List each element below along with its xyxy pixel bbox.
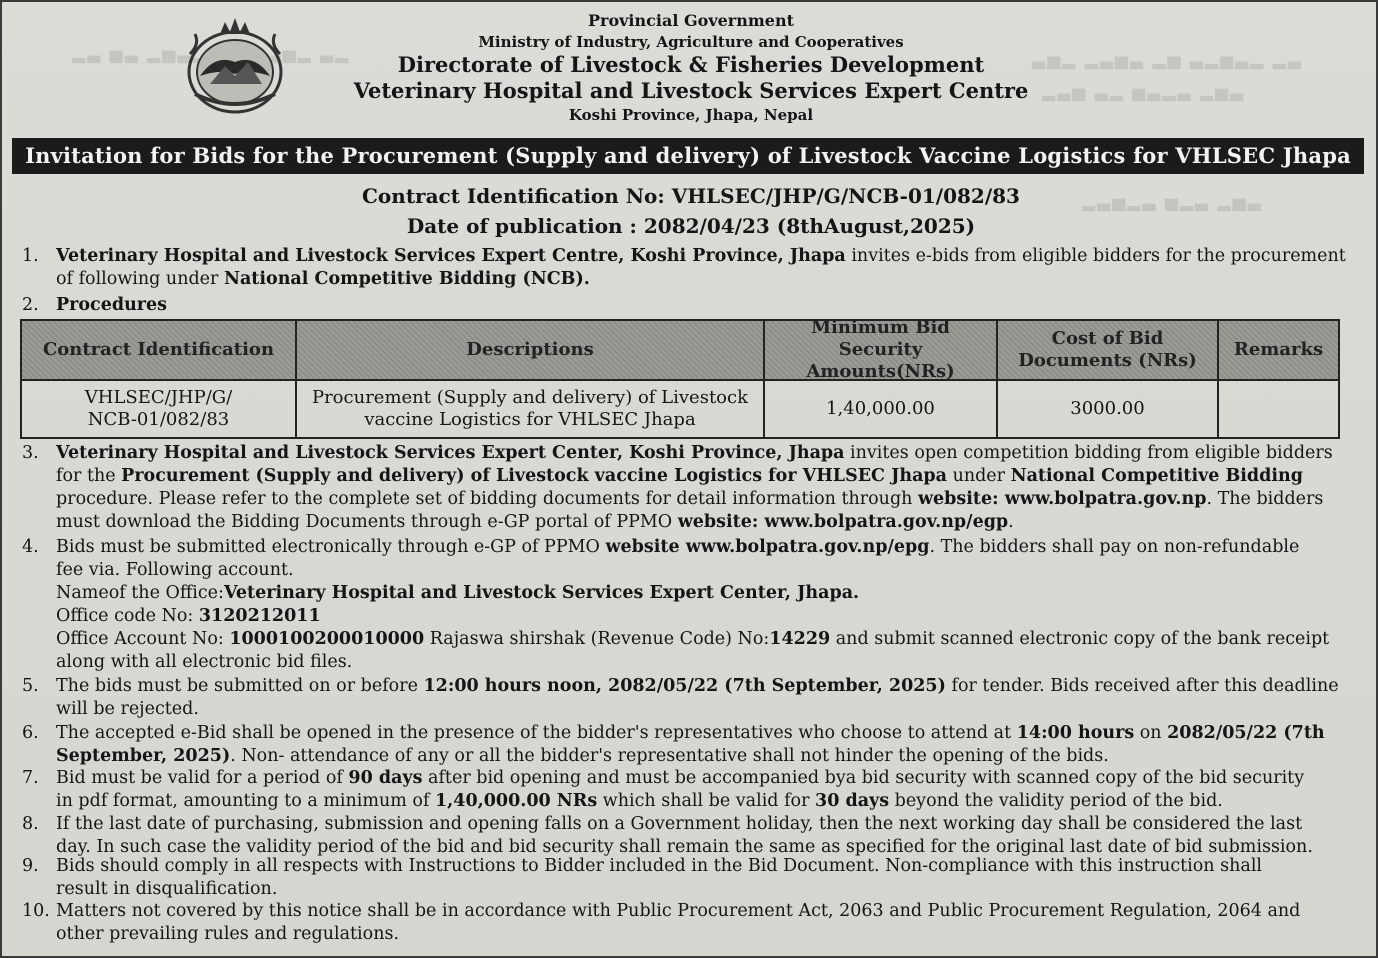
clause-text: along with all electronic bid files. (56, 652, 353, 672)
clause-text: for the (56, 466, 122, 486)
clause-text: under (947, 466, 1011, 486)
clause-text: Matters not covered by this notice shall be in accordance with Public Procurement Act, 2063 and Public Procurement Regulation, 2064 and (56, 901, 1301, 921)
table-cell-description: Procurement (Supply and delivery) of Livestock vaccine Logistics for VHLSEC Jhapa (311, 387, 749, 430)
opening-date: September, 2025) (56, 746, 231, 766)
clause-text: procedure. Please refer to the complete set of bidding documents for detail information through (56, 489, 918, 509)
clause-text: result in disqualification. (56, 879, 278, 899)
clause-number: 8. (22, 814, 39, 834)
clause-text: Nameof the Office: (56, 583, 224, 603)
clause-text: day. In such case the validity period of the bid and bid security shall remain the same as specified for the original last date of bid submission. (56, 837, 1313, 857)
clause-text: fee via. Following account. (56, 560, 294, 580)
clause-9 (22, 855, 1352, 901)
header-line-5: Koshi Province, Jhapa, Nepal (568, 106, 814, 124)
clause-number: 1. (22, 246, 39, 266)
bleed-through: ▂▃ ▅▃ ▂▅▃▂ ▂▃▅▂ ▃▂ (72, 44, 351, 64)
clause-text: beyond the validity period of the bid. (889, 791, 1223, 811)
clause-number: 6. (22, 723, 39, 743)
clause-text: National Competitive Bidding (NCB). (223, 269, 590, 289)
clause-number: 9. (22, 856, 39, 876)
clause-6 (22, 722, 1352, 768)
clause-7 (22, 767, 1352, 813)
clause-text: of following under (56, 269, 224, 289)
clause-text: website: www.bolpatra.gov.np (917, 489, 1207, 509)
clause-text: website www.bolpatra.gov.np/epg (605, 537, 930, 557)
clause-text: must download the Bidding Documents through e-GP portal of PPMO (56, 512, 678, 532)
clause-number: 7. (22, 768, 39, 788)
clause-number: 2. (22, 295, 39, 315)
clause-text: after bid opening and must be accompanied bya bid security with scanned copy of the bid security (422, 768, 1305, 788)
clause-text: invites open competition bidding from eligible bidders (844, 443, 1333, 463)
clause-2 (22, 294, 1352, 317)
table-cell-document-cost: 3000.00 (1070, 398, 1145, 419)
clause-text: The accepted e-Bid shall be opened in the presence of the bidder's representatives who choose to attend at (56, 723, 1017, 743)
procurement-table (20, 319, 1340, 439)
clause-text: Veterinary Hospital and Livestock Services Expert Center, Koshi Province, Jhapa (56, 443, 845, 463)
office-code: 3120212011 (198, 606, 321, 626)
clause-text: and submit scanned electronic copy of the bank receipt (830, 629, 1330, 649)
publication-date-line: Date of publication : 2082/04/23 (8thAugust,2025) (406, 214, 976, 238)
clause-1 (22, 245, 1352, 291)
clause-text: Veterinary Hospital and Livestock Services Expert Centre, Koshi Province, Jhapa (56, 246, 846, 266)
clause-text: Bids should comply in all respects with Instructions to Bidder included in the Bid Document. Non-compliance with this instruction shall (56, 856, 1263, 876)
header-line-4: Veterinary Hospital and Livestock Services Expert Centre (353, 78, 1029, 103)
bleed-through: ▂▃▅ ▃▂ ▅▃▂▃ ▂▅▃ (1042, 82, 1246, 102)
clause-10 (22, 900, 1352, 946)
revenue-code: 14229 (769, 629, 831, 649)
opening-time: 14:00 hours (1016, 723, 1135, 743)
clause-text: Bid must be valid for a period of (56, 768, 349, 788)
header-line-3: Directorate of Livestock & Fisheries Development (397, 52, 985, 77)
notice-banner-title: Invitation for Bids for the Procurement (Supply and delivery) of Livestock Vaccine Logistics for VHLSEC Jhapa (12, 138, 1364, 174)
header-line-2: Ministry of Industry, Agriculture and Cooperatives (478, 33, 904, 51)
column-header: Minimum Bid Security Amounts(NRs) (806, 317, 955, 382)
clause-text: other prevailing rules and regulations. (56, 924, 400, 944)
validity-period: 90 days (348, 768, 423, 788)
clause-text: Procurement (Supply and delivery) of Livestock vaccine Logistics for VHLSEC Jhapa (121, 466, 947, 486)
table-cell-bid-security: 1,40,000.00 (826, 398, 935, 419)
clause-text: . Non- attendance of any or all the bidder's representative shall not hinder the opening of the bids. (230, 746, 1109, 766)
column-header: Descriptions (466, 339, 594, 360)
notice-header (2, 10, 1378, 126)
clause-text: National Competitive Bidding (1010, 466, 1304, 486)
clause-5 (22, 675, 1352, 721)
security-validity: 30 days (815, 791, 890, 811)
clause-text: If the last date of purchasing, submission and opening falls on a Government holiday, then the next working day shall be considered the last (56, 814, 1303, 834)
clause-text: in pdf format, amounting to a minimum of (56, 791, 435, 811)
column-header: Remarks (1233, 339, 1324, 360)
clause-number: 4. (22, 537, 39, 557)
clause-text: Office Account No: (56, 629, 230, 649)
clause-number: 5. (22, 676, 39, 696)
office-name: Veterinary Hospital and Livestock Services Expert Center, Jhapa. (223, 583, 860, 603)
clause-text: invites e-bids from eligible bidders for the procurement (845, 246, 1346, 266)
clause-text: . (1008, 512, 1014, 532)
contract-identification-line: Contract Identification No: VHLSEC/JHP/G/NCB-01/082/83 (362, 184, 1020, 208)
clause-text: . The bidders shall pay on non-refundable (929, 537, 1300, 557)
clause-text: which shall be valid for (597, 791, 816, 811)
clause-number: 3. (22, 443, 39, 463)
clause-text: will be rejected. (56, 699, 199, 719)
office-account-number: 1000100200010000 (229, 629, 425, 649)
clause-text: The bids must be submitted on or before (56, 676, 424, 696)
table-cell-remarks (1219, 381, 1338, 437)
opening-date: 2082/05/22 (7th (1167, 723, 1325, 743)
clause-text: on (1134, 723, 1168, 743)
header-line-1: Provincial Government (588, 11, 794, 30)
clause-text: . The bidders (1206, 489, 1324, 509)
clause-text: website: www.bolpatra.gov.np/egp (677, 512, 1009, 532)
clause-4 (22, 536, 1352, 674)
clause-text: Bids must be submitted electronically through e-GP of PPMO (56, 537, 606, 557)
bleed-through: ▂▃▅▂▃ ▅▂▃ ▂▅▃ (1082, 192, 1263, 212)
clause-8 (22, 813, 1352, 859)
clause-text: for tender. Bids received after this deadline (945, 676, 1339, 696)
procedures-label: Procedures (56, 295, 168, 315)
column-header: Cost of Bid Documents (NRs) (1018, 328, 1197, 371)
clause-3 (22, 442, 1352, 534)
submission-deadline: 12:00 hours noon, 2082/05/22 (7th September, 2025) (423, 676, 946, 696)
clause-text: Office code No: (56, 606, 199, 626)
table-cell-contract-id: VHLSEC/JHP/G/ NCB-01/082/83 (84, 387, 233, 430)
clause-text: Rajaswa shirshak (Revenue Code) No: (424, 629, 770, 649)
column-header: Contract Identification (42, 339, 275, 360)
bid-security-amount: 1,40,000.00 NRs (435, 791, 598, 811)
clause-number: 10. (22, 901, 50, 921)
bleed-through: ▃▅▂ ▂▃▅▃ ▂▅ ▃▂▅▃▂ ▂▃ (1032, 50, 1303, 70)
